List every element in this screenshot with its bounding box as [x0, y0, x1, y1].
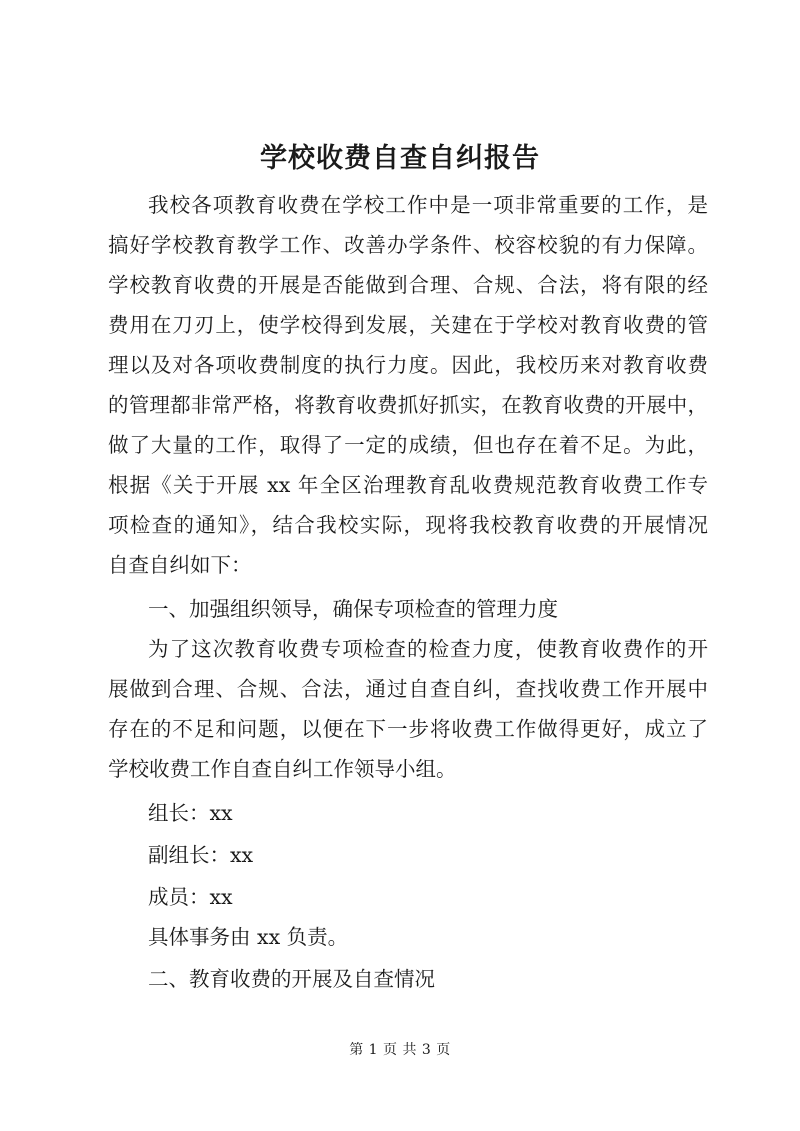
document-title: 学校收费自查自纠报告	[260, 143, 540, 174]
leader-line: 组长：xx	[148, 801, 233, 825]
responsible-line: 具体事务由 xx 负责。	[148, 925, 349, 949]
paragraph-1-line-4: 费用在刀刃上，使学校得到发展，关建在于学校对教育收费的管	[108, 313, 708, 337]
paragraph-1-line-3: 学校教育收费的开展是否能做到合理、合规、合法，将有限的经	[108, 273, 708, 297]
paragraph-2-line-4: 学校收费工作自查自纠工作领导小组。	[108, 757, 457, 781]
paragraph-2-line-3: 存在的不足和问题，以便在下一步将收费工作做得更好，成立了	[108, 717, 708, 741]
members-line: 成员：xx	[148, 885, 233, 909]
paragraph-1-line-7: 做了大量的工作，取得了一定的成绩，但也存在着不足。为此，	[108, 433, 708, 457]
paragraph-2-line-2: 展做到合理、合规、合法，通过自查自纠，查找收费工作开展中	[108, 677, 708, 701]
paragraph-1-line-6: 的管理都非常严格，将教育收费抓好抓实，在教育收费的开展中，	[108, 393, 708, 417]
paragraph-1-line-8: 根据《关于开展 xx 年全区治理教育乱收费规范教育收费工作专	[108, 473, 708, 497]
paragraph-1-line-5: 理以及对各项收费制度的执行力度。因此，我校历来对教育收费	[108, 353, 708, 377]
paragraph-1-line-9: 项检查的通知》，结合我校实际，现将我校教育收费的开展情况	[108, 513, 708, 537]
section-1-heading: 一、加强组织领导，确保专项检查的管理力度	[148, 597, 558, 621]
deputy-leader-line: 副组长：xx	[148, 843, 254, 867]
section-2-heading: 二、教育收费的开展及自查情况	[148, 967, 435, 991]
paragraph-1-line-10: 自查自纠如下：	[108, 553, 252, 577]
page-footer: 第 1 页 共 3 页	[349, 1042, 451, 1058]
paragraph-1-line-2: 搞好学校教育教学工作、改善办学条件、校容校貌的有力保障。	[108, 233, 708, 257]
paragraph-2-line-1: 为了这次教育收费专项检查的检查力度，使教育收费作的开	[148, 637, 708, 661]
paragraph-1-line-1: 我校各项教育收费在学校工作中是一项非常重要的工作，是	[148, 193, 708, 217]
